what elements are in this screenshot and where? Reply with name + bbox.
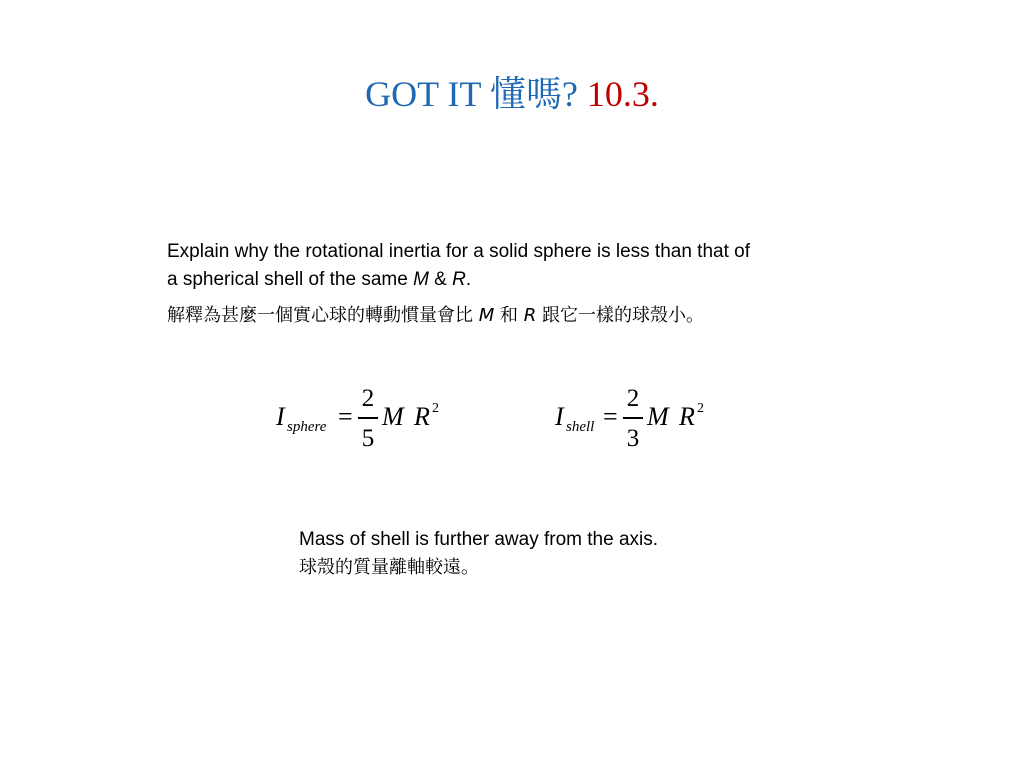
- question-period: .: [465, 269, 472, 290]
- radius-exponent: 2: [697, 401, 704, 416]
- radius-symbol: R: [679, 402, 695, 431]
- formula-sphere: [274, 384, 454, 454]
- question-zh-prefix: 解釋為甚麼一個實心球的轉動慣量會比: [167, 305, 479, 326]
- question-chinese: [167, 302, 887, 330]
- answer-chinese: 球殼的質量離軸較遠。: [299, 557, 479, 578]
- question-mass-symbol: M: [413, 269, 429, 290]
- mass-symbol: M: [647, 402, 669, 431]
- answer-english: Mass of shell is further away from the axis.: [299, 529, 659, 550]
- fraction-denominator: 3: [626, 425, 640, 452]
- mass-symbol: M: [382, 402, 404, 431]
- radius-symbol: R: [414, 402, 430, 431]
- fraction-bar: [623, 417, 643, 419]
- equals-sign: =: [603, 402, 618, 431]
- radius-exponent: 2: [432, 401, 439, 416]
- question-zh-suffix: 跟它一樣的球殼小。: [536, 305, 704, 326]
- question-zh-radius: R: [523, 305, 537, 326]
- answer-block: [299, 526, 819, 582]
- question-line-2-text: a spherical shell of the same: [167, 269, 414, 290]
- inertia-subscript: shell: [566, 419, 595, 435]
- inertia-subscript: sphere: [287, 419, 327, 435]
- fraction-denominator: 5: [361, 425, 375, 452]
- inertia-symbol: I: [276, 402, 285, 431]
- title-main: GOT IT 懂嗎?: [365, 74, 578, 114]
- question-zh-mass: M: [478, 305, 495, 326]
- question-zh-mid: 和: [494, 305, 524, 326]
- title-number: 10.3.: [586, 74, 659, 114]
- fraction-numerator: 2: [626, 385, 640, 412]
- question-line-1: Explain why the rotational inertia for a solid sphere is less than that of: [167, 241, 750, 262]
- question-line-2: [167, 266, 887, 294]
- inertia-symbol: I: [555, 402, 564, 431]
- fraction-numerator: 2: [361, 385, 375, 412]
- fraction-bar: [358, 417, 378, 419]
- question-radius-symbol: R: [452, 269, 466, 290]
- equals-sign: =: [338, 402, 353, 431]
- slide-title: [0, 72, 1024, 116]
- question-block: [167, 238, 887, 330]
- question-ampersand: &: [428, 269, 453, 290]
- formula-shell: [553, 384, 733, 454]
